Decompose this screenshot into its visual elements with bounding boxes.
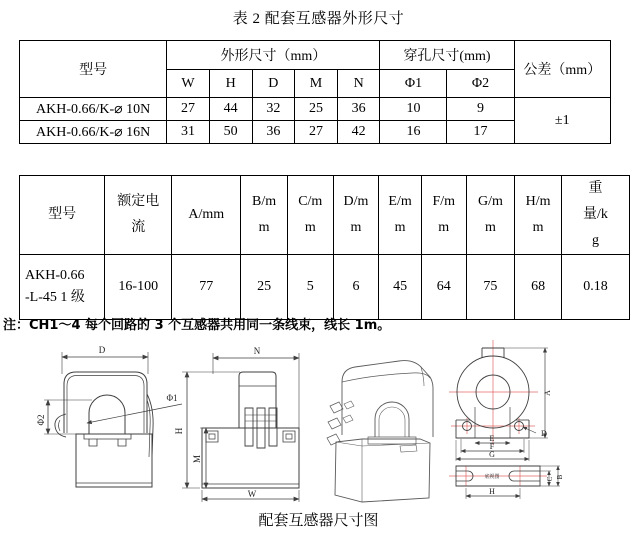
t1-row0-n: 36	[337, 98, 380, 121]
dim-label-front-phi1: Φ1	[166, 393, 178, 403]
bottom-view-tiny-label: 底视图	[484, 475, 500, 480]
t1-row0-phi2: 9	[447, 98, 514, 121]
dim-label-side-m: M	[192, 454, 202, 464]
dim-label-ring-b: B	[556, 474, 564, 480]
t1-header-model: 型号	[20, 41, 167, 98]
t1-row1-phi2: 17	[447, 121, 514, 144]
t2-row-b: 25	[241, 255, 288, 320]
dim-label-side-h: H	[174, 427, 184, 435]
dim-label-ring-c: C	[546, 476, 554, 482]
t1-row0-model: AKH-0.66/K-⌀ 10N	[20, 98, 167, 121]
table-row	[20, 98, 611, 121]
t1-row0-w: 27	[167, 98, 210, 121]
t1-subheader-h: H	[209, 70, 252, 98]
perspective-view-drawing	[327, 361, 433, 502]
t2-model-line1: AKH-0.66	[25, 268, 85, 283]
side-view-drawing	[174, 346, 299, 502]
t1-row1-model: AKH-0.66/K-⌀ 16N	[20, 121, 167, 144]
t2-row-current: 16-100	[105, 255, 172, 320]
dim-label-side-w: W	[247, 489, 257, 499]
t1-subheader-phi2: Φ2	[447, 70, 514, 98]
t1-tolerance-value: ±1	[514, 98, 611, 144]
t1-row1-w: 31	[167, 121, 210, 144]
t2-row-h: 68	[515, 255, 562, 320]
dim-label-ring-e: E	[489, 434, 495, 443]
t1-row1-m: 27	[295, 121, 338, 144]
dim-label-front-d: D	[98, 345, 106, 355]
t2-row-model	[20, 255, 105, 320]
t2-header-e: E/mm	[379, 176, 422, 255]
t1-subheader-phi1: Φ1	[380, 70, 447, 98]
t2-row-f: 64	[421, 255, 466, 320]
t1-subheader-m: M	[295, 70, 338, 98]
dim-label-side-n: N	[253, 346, 261, 356]
t2-row-d: 6	[333, 255, 379, 320]
t1-row0-d: 32	[252, 98, 295, 121]
t2-header-g: G/mm	[466, 176, 515, 255]
t1-subheader-d: D	[252, 70, 295, 98]
t1-header-hole-group: 穿孔尺寸(mm)	[380, 41, 514, 70]
t2-header-c: C/mm	[287, 176, 333, 255]
dim-label-front-phi2: Φ2	[36, 414, 46, 426]
footnote: 注：CH1～4 每个回路的 3 个互感器共用同一条线束，线长 1m。	[3, 318, 391, 333]
t1-header-outline-group: 外形尺寸（mm）	[167, 41, 380, 70]
t1-row1-d: 36	[252, 121, 295, 144]
t2-header-model: 型号	[20, 176, 105, 255]
t2-row-weight: 0.18	[561, 255, 629, 320]
t1-row0-h: 44	[209, 98, 252, 121]
t2-header-a: A/mm	[172, 176, 241, 255]
dim-label-ring-f: F	[489, 442, 495, 451]
table-row	[20, 255, 630, 320]
t2-row-e: 45	[379, 255, 422, 320]
t2-row-g: 75	[466, 255, 515, 320]
t1-header-tolerance: 公差（mm）	[514, 41, 611, 98]
t2-row-a: 77	[172, 255, 241, 320]
t2-model-line2: -L-45 1 级	[25, 290, 85, 305]
figure-caption: 配套互感器尺寸图	[258, 513, 379, 529]
front-view-drawing	[36, 345, 182, 487]
transformer-dimension-drawings	[0, 338, 637, 510]
outline-dimensions-table	[19, 40, 611, 144]
t2-header-rated-current: 额定电流	[105, 176, 172, 255]
dim-label-ring-g: G	[489, 450, 495, 459]
t1-row1-phi1: 16	[380, 121, 447, 144]
t2-header-weight: 重量/kg	[561, 176, 629, 255]
t2-row-c: 5	[287, 255, 333, 320]
t1-row0-m: 25	[295, 98, 338, 121]
detail-dimensions-table	[19, 175, 630, 320]
t1-row1-n: 42	[337, 121, 380, 144]
t1-row0-phi1: 10	[380, 98, 447, 121]
t2-header-h: H/mm	[515, 176, 562, 255]
t2-header-f: F/mm	[421, 176, 466, 255]
page-title: 表 2 配套互感器外形尺寸	[232, 11, 405, 27]
dim-label-ring-h: H	[489, 487, 495, 496]
t1-subheader-w: W	[167, 70, 210, 98]
ring-core-drawing	[449, 340, 564, 499]
dim-label-ring-a: A	[543, 390, 552, 396]
t2-header-d: D/mm	[333, 176, 379, 255]
t1-row1-h: 50	[209, 121, 252, 144]
t2-header-b: B/mm	[241, 176, 288, 255]
dim-label-ring-d: D	[541, 429, 547, 438]
t1-subheader-n: N	[337, 70, 380, 98]
